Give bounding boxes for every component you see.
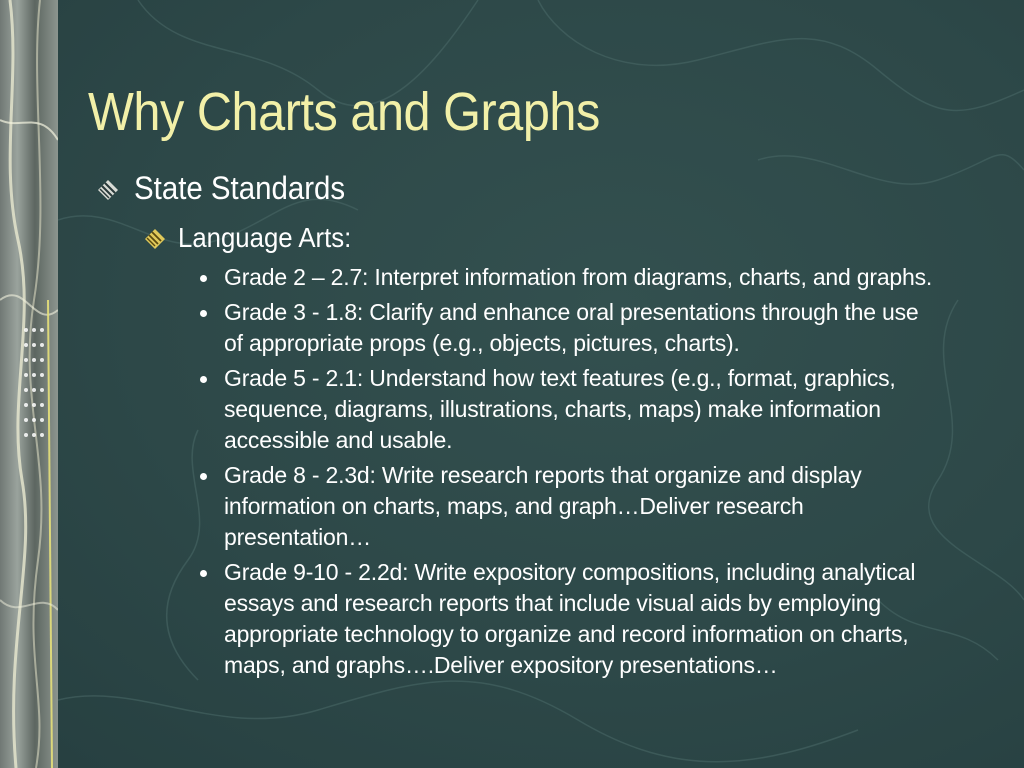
standards-list [200,262,940,681]
striped-diamond-bullet-icon [96,168,134,208]
bullet-outline [96,168,976,685]
level1-bullet [96,168,976,208]
level1-text: State Standards [134,170,346,206]
list-item [200,460,940,553]
list-item-text: Grade 8 - 2.3d: Write research reports that organize and display information on charts, maps, and graph…Deliver research presentation… [224,462,862,550]
slide-title: Why Charts and Graphs [88,82,600,142]
level2-text: Language Arts: [178,222,352,253]
round-bullet-icon [200,570,207,577]
map-strip-decoration [0,0,58,768]
gold-diamond-bullet-icon [144,220,178,256]
list-item-text: Grade 9-10 - 2.2d: Write expository compositions, including analytical essays and research reports that include visual aids by employing appropriate technology to organize and record information on charts, maps, and graphs….Deliver expository presentations… [224,559,916,678]
list-item-text: Grade 2 – 2.7: Interpret information from diagrams, charts, and graphs. [224,264,933,290]
list-item-text: Grade 5 - 2.1: Understand how text features (e.g., format, graphics, sequence, diagrams, illustrations, charts, maps) make information accessible and usable. [224,365,896,453]
map-strip-art [0,0,58,768]
level2-bullet [144,220,976,256]
list-item [200,262,940,293]
round-bullet-icon [200,473,207,480]
round-bullet-icon [200,275,207,282]
list-item [200,363,940,456]
list-item [200,297,940,359]
round-bullet-icon [200,310,207,317]
list-item-text: Grade 3 - 1.8: Clarify and enhance oral presentations through the use of appropriate props (e.g., objects, pictures, charts). [224,299,919,356]
list-item [200,557,940,681]
round-bullet-icon [200,376,207,383]
